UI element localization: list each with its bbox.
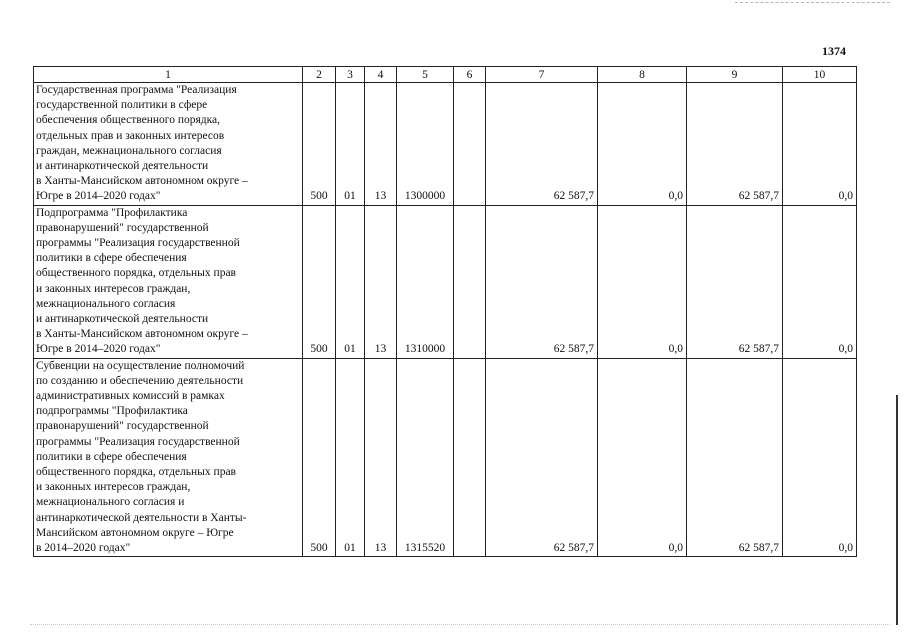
ministry-code-cell: 500 [303, 205, 336, 358]
row-name-line: общественного порядка, отдельных прав [36, 466, 236, 479]
target-article-cell: 1300000 [397, 83, 454, 206]
row-name-line: Подпрограмма "Профилактика [36, 206, 188, 219]
row-name-line: межнационального согласия и [36, 496, 185, 509]
row-name-line: Государственная программа "Реализация [36, 84, 237, 96]
row-name-line: отдельных прав и законных интересов [36, 129, 225, 142]
expense-type-cell [454, 83, 486, 206]
table-row [34, 205, 857, 358]
subsection-code-cell: 13 [365, 358, 397, 557]
row-name-line: в Ханты-Мансийском автономном округе – [36, 328, 248, 341]
row-name-cell [34, 358, 303, 557]
subsection-code-cell: 13 [365, 83, 397, 206]
amount-col10-cell: 0,0 [783, 83, 857, 206]
row-name-line: антинаркотической деятельности в Ханты- [36, 511, 247, 524]
row-name-line: и антинаркотической деятельности [36, 313, 209, 326]
column-header: 3 [336, 67, 365, 83]
expense-type-cell [454, 205, 486, 358]
row-name-line: программы "Реализация государственной [36, 435, 240, 448]
column-header: 7 [486, 67, 598, 83]
section-code-cell: 01 [336, 358, 365, 557]
subsection-code-cell: 13 [365, 205, 397, 358]
row-name-line: подпрограммы "Профилактика [36, 405, 188, 418]
column-header: 10 [783, 67, 857, 83]
row-name-line: по созданию и обеспечению деятельности [36, 374, 244, 387]
row-name-line: и законных интересов граждан, [36, 282, 191, 295]
column-header: 6 [454, 67, 486, 83]
amount-total-cell: 62 587,7 [486, 83, 598, 206]
row-name-line: правонарушений" государственной [36, 221, 209, 234]
row-name-line: политики в сфере обеспечения [36, 450, 187, 463]
column-header: 4 [365, 67, 397, 83]
ministry-code-cell: 500 [303, 83, 336, 206]
row-name-line: граждан, межнационального согласия [36, 144, 222, 157]
row-name-line: общественного порядка, отдельных прав [36, 267, 236, 280]
row-name-line: Мансийском автономном округе – Югре [36, 526, 234, 539]
table-row [34, 358, 857, 557]
column-header: 9 [687, 67, 783, 83]
scan-artifact-bottom [30, 624, 890, 626]
row-name-line: административных комиссий в рамках [36, 390, 225, 403]
column-header: 1 [34, 67, 303, 83]
amount-col8-cell: 0,0 [598, 205, 687, 358]
scan-artifact-top [735, 2, 890, 4]
row-name-line: государственной политики в сфере [36, 99, 208, 112]
section-code-cell: 01 [336, 83, 365, 206]
row-name-line: программы "Реализация государственной [36, 237, 240, 250]
amount-col8-cell: 0,0 [598, 358, 687, 557]
target-article-cell: 1315520 [397, 358, 454, 557]
column-header: 5 [397, 67, 454, 83]
row-name-line: обеспечения общественного порядка, [36, 114, 221, 127]
row-name-cell [34, 83, 303, 206]
column-header: 8 [598, 67, 687, 83]
amount-total-cell: 62 587,7 [486, 205, 598, 358]
table-header-row [34, 67, 857, 83]
row-name-line: межнационального согласия [36, 297, 176, 310]
scan-artifact-right-edge [896, 395, 898, 625]
table-row [34, 83, 857, 206]
row-name-line: Югре в 2014–2020 годах" [36, 343, 161, 356]
ministry-code-cell: 500 [303, 358, 336, 557]
row-name-line: и законных интересов граждан, [36, 481, 191, 494]
amount-col9-cell: 62 587,7 [687, 83, 783, 206]
amount-col9-cell: 62 587,7 [687, 205, 783, 358]
row-name-line: правонарушений" государственной [36, 420, 209, 433]
row-name-cell [34, 205, 303, 358]
page-number: 1374 [822, 44, 846, 58]
section-code-cell: 01 [336, 205, 365, 358]
row-name-line: Субвенции на осуществление полномочий [36, 359, 245, 372]
amount-col8-cell: 0,0 [598, 83, 687, 206]
row-name-line: и антинаркотической деятельности [36, 160, 209, 173]
budget-table [33, 66, 857, 557]
amount-col9-cell: 62 587,7 [687, 358, 783, 557]
amount-col10-cell: 0,0 [783, 205, 857, 358]
target-article-cell: 1310000 [397, 205, 454, 358]
amount-col10-cell: 0,0 [783, 358, 857, 557]
row-name-line: в Ханты-Мансийском автономном округе – [36, 175, 248, 188]
amount-total-cell: 62 587,7 [486, 358, 598, 557]
row-name-line: Югре в 2014–2020 годах" [36, 190, 161, 203]
row-name-line: в 2014–2020 годах" [36, 542, 131, 555]
expense-type-cell [454, 358, 486, 557]
row-name-line: политики в сфере обеспечения [36, 252, 187, 265]
column-header: 2 [303, 67, 336, 83]
